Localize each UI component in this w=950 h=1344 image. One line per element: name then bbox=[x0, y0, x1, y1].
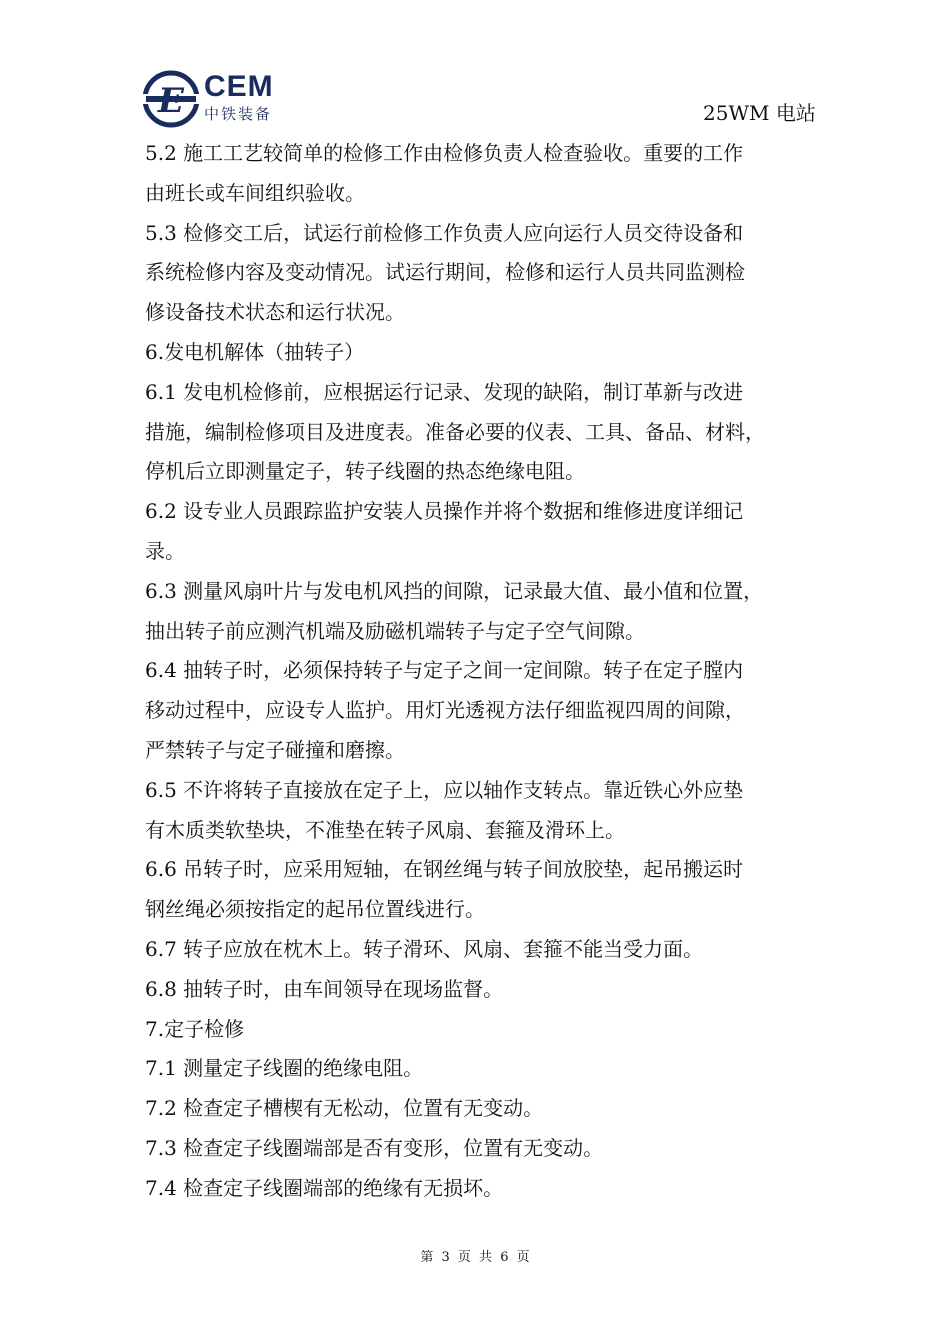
logo-text: CEM bbox=[204, 70, 274, 103]
text-line: 7.4 检查定子线圈端部的绝缘有无损坏。 bbox=[145, 1175, 504, 1200]
section-heading: 6.发电机解体（抽转子） bbox=[145, 339, 365, 364]
text-line: 6.1 发电机检修前，应根据运行记录、发现的缺陷，制订革新与改进 bbox=[145, 379, 744, 404]
page-number: 第 3 页 共 6 页 bbox=[420, 1250, 530, 1265]
page-header bbox=[0, 0, 950, 140]
text-line: 6.2 设专业人员跟踪监护安装人员操作并将个数据和维修进度详细记 bbox=[145, 499, 744, 524]
logo-subtitle: 中铁装备 bbox=[204, 105, 273, 123]
text-line: 6.3 测量风扇叶片与发电机风挡的间隙，记录最大值、最小值和位置， bbox=[145, 578, 764, 603]
text-line: 5.3 检修交工后，试运行前检修工作负责人应向运行人员交待设备和 bbox=[145, 220, 744, 245]
section-heading: 7.定子检修 bbox=[145, 1016, 245, 1041]
text-line: 严禁转子与定子碰撞和磨擦。 bbox=[145, 737, 405, 762]
document-body bbox=[145, 134, 811, 1209]
company-logo bbox=[142, 70, 272, 128]
text-line: 7.2 检查定子槽楔有无松动，位置有无变动。 bbox=[145, 1096, 544, 1121]
text-line: 6.6 吊转子时，应采用短轴，在钢丝绳与转子间放胶垫，起吊搬运时 bbox=[145, 857, 744, 882]
text-line: 7.1 测量定子线圈的绝缘电阻。 bbox=[145, 1056, 424, 1081]
cem-logo-icon bbox=[142, 70, 200, 128]
text-line: 措施，编制检修项目及进度表。准备必要的仪表、工具、备品、材料， bbox=[145, 419, 765, 444]
text-line: 6.7 转子应放在枕木上。转子滑环、风扇、套箍不能当受力面。 bbox=[145, 936, 704, 961]
text-line: 由班长或车间组织验收。 bbox=[145, 180, 365, 205]
text-line: 6.4 抽转子时，必须保持转子与定子之间一定间隙。转子在定子膛内 bbox=[145, 658, 744, 683]
text-line: 系统检修内容及变动情况。试运行期间，检修和运行人员共同监测检 bbox=[145, 260, 745, 285]
text-line: 钢丝绳必须按指定的起吊位置线进行。 bbox=[145, 897, 485, 922]
logo-letter: E bbox=[158, 81, 184, 121]
text-line: 有木质类软垫块，不准垫在转子风扇、套箍及滑环上。 bbox=[145, 817, 625, 842]
text-line: 抽出转子前应测汽机端及励磁机端转子与定子空气间隙。 bbox=[145, 618, 645, 643]
text-line: 移动过程中，应设专人监护。用灯光透视方法仔细监视四周的间隙， bbox=[145, 698, 745, 723]
text-line: 修设备技术状态和运行状况。 bbox=[145, 300, 405, 325]
text-line: 7.3 检查定子线圈端部是否有变形，位置有无变动。 bbox=[145, 1135, 604, 1160]
text-line: 5.2 施工工艺较简单的检修工作由检修负责人检查验收。重要的工作 bbox=[145, 141, 744, 165]
text-line: 录。 bbox=[145, 538, 185, 563]
station-label: 25WM 电站 bbox=[703, 101, 816, 125]
text-line: 6.8 抽转子时，由车间领导在现场监督。 bbox=[145, 976, 504, 1001]
text-line: 6.5 不许将转子直接放在定子上，应以轴作支转点。靠近铁心外应垫 bbox=[145, 777, 744, 802]
text-line: 停机后立即测量定子，转子线圈的热态绝缘电阻。 bbox=[145, 459, 585, 484]
